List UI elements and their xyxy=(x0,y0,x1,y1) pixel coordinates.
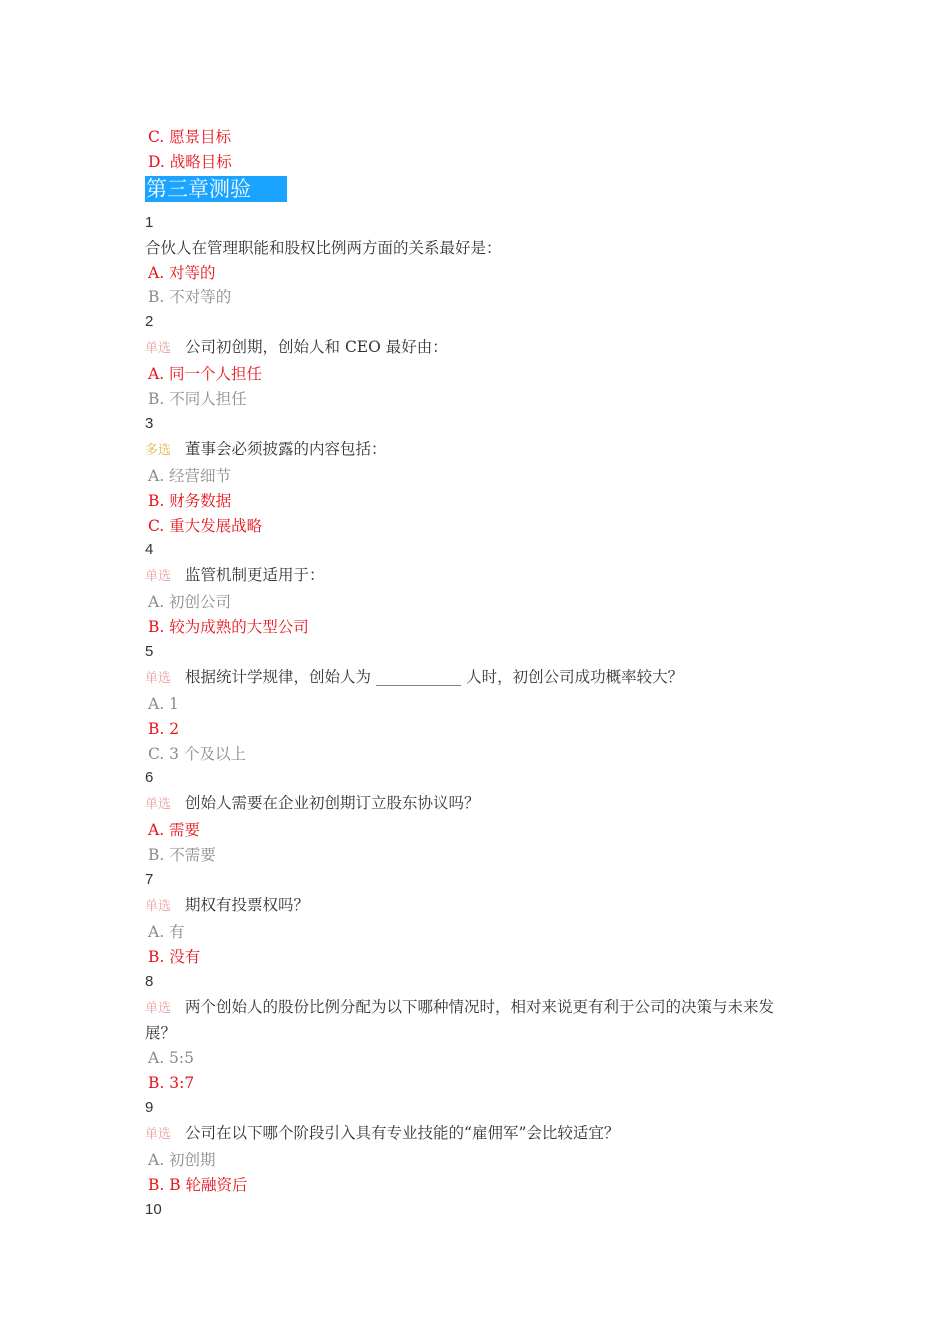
question-text: 监管机制更适用于： xyxy=(185,566,325,585)
question-number: 4 xyxy=(145,541,154,559)
answer-option-correct: B. 3:7 xyxy=(148,1074,195,1093)
question-line xyxy=(145,563,805,590)
question-number: 9 xyxy=(145,1099,154,1117)
question-line xyxy=(145,995,800,1047)
option-d-correct: D. 战略目标 xyxy=(148,152,232,171)
answer-option: A. 经营细节 xyxy=(148,466,232,485)
answer-option-correct: B. 2 xyxy=(148,719,180,738)
question-text: 公司在以下哪个阶段引入具有专业技能的“雇佣军”会比较适宜？ xyxy=(185,1123,620,1142)
question-block xyxy=(145,868,805,970)
question-number: 2 xyxy=(145,313,154,331)
question-text: 合伙人在管理职能和股权比例两方面的关系最好是： xyxy=(145,238,502,257)
single-choice-tag: 单选 xyxy=(145,341,172,357)
question-line xyxy=(145,335,805,362)
answer-option: B. 不需要 xyxy=(148,846,216,865)
question-number: 3 xyxy=(145,414,154,432)
question-text: 公司初创期，创始人和 CEO 最好由： xyxy=(185,338,448,357)
question-text: 两个创始人的股份比例分配为以下哪种情况时，相对来说更有利于公司的决策与未来发展？ xyxy=(145,997,775,1043)
question-line xyxy=(145,665,805,692)
answer-option: A. 初创期 xyxy=(148,1150,216,1169)
question-block xyxy=(145,538,805,640)
answer-option-correct: B. 较为成熟的大型公司 xyxy=(148,618,309,637)
answer-option: A. 1 xyxy=(148,694,179,713)
answer-option-correct: C. 重大发展战略 xyxy=(148,516,263,535)
single-choice-tag: 单选 xyxy=(145,1126,172,1142)
question-line xyxy=(145,791,805,818)
question-line xyxy=(145,236,805,261)
question-text: 根据统计学规律，创始人为 ___________ 人时，初创公司成功概率较大？ xyxy=(185,667,684,686)
quiz-page xyxy=(145,125,805,1223)
answer-option-correct: B. 财务数据 xyxy=(148,491,232,510)
top-option-list xyxy=(145,125,805,175)
question-block xyxy=(145,310,805,412)
question-block xyxy=(145,1096,805,1198)
single-choice-tag: 单选 xyxy=(145,670,172,686)
answer-option: B. 不同人担任 xyxy=(148,390,247,409)
question-block xyxy=(145,1198,805,1223)
answer-option-correct: A. 对等的 xyxy=(148,263,216,282)
answer-option-correct: A. 需要 xyxy=(148,821,201,840)
single-choice-tag: 单选 xyxy=(145,569,172,585)
chapter-heading: 第三章测验 xyxy=(145,176,287,202)
question-number: 8 xyxy=(145,972,154,990)
question-line xyxy=(145,437,805,464)
question-number: 5 xyxy=(145,642,154,660)
answer-option-correct: A. 同一个人担任 xyxy=(148,365,263,384)
question-text: 董事会必须披露的内容包括： xyxy=(185,439,387,458)
question-number: 10 xyxy=(145,1200,162,1218)
question-text: 期权有投票权吗？ xyxy=(185,895,310,914)
answer-option: A. 5:5 xyxy=(148,1049,194,1068)
single-choice-tag: 单选 xyxy=(145,898,172,914)
question-block xyxy=(145,640,805,766)
single-choice-tag: 单选 xyxy=(145,1000,172,1016)
question-number: 1 xyxy=(145,213,154,231)
single-choice-tag: 单选 xyxy=(145,797,172,813)
answer-option: A. 初创公司 xyxy=(148,593,232,612)
answer-option: C. 3 个及以上 xyxy=(148,744,246,763)
question-line xyxy=(145,1121,805,1148)
question-block xyxy=(145,970,805,1096)
question-number: 6 xyxy=(145,769,154,787)
question-list xyxy=(145,211,805,1223)
question-number: 7 xyxy=(145,871,154,889)
option-c-correct: C. 愿景目标 xyxy=(148,128,232,146)
question-text: 创始人需要在企业初创期订立股东协议吗？ xyxy=(185,794,480,813)
multi-choice-tag: 多选 xyxy=(145,442,172,458)
question-line xyxy=(145,893,805,920)
answer-option-correct: B. B 轮融资后 xyxy=(148,1175,248,1194)
answer-option: B. 不对等的 xyxy=(148,288,232,307)
question-block xyxy=(145,412,805,538)
question-block xyxy=(145,766,805,868)
answer-option-correct: B. 没有 xyxy=(148,947,201,966)
chapter-heading-row xyxy=(145,175,805,211)
question-block xyxy=(145,211,805,311)
answer-option: A. 有 xyxy=(148,922,185,941)
